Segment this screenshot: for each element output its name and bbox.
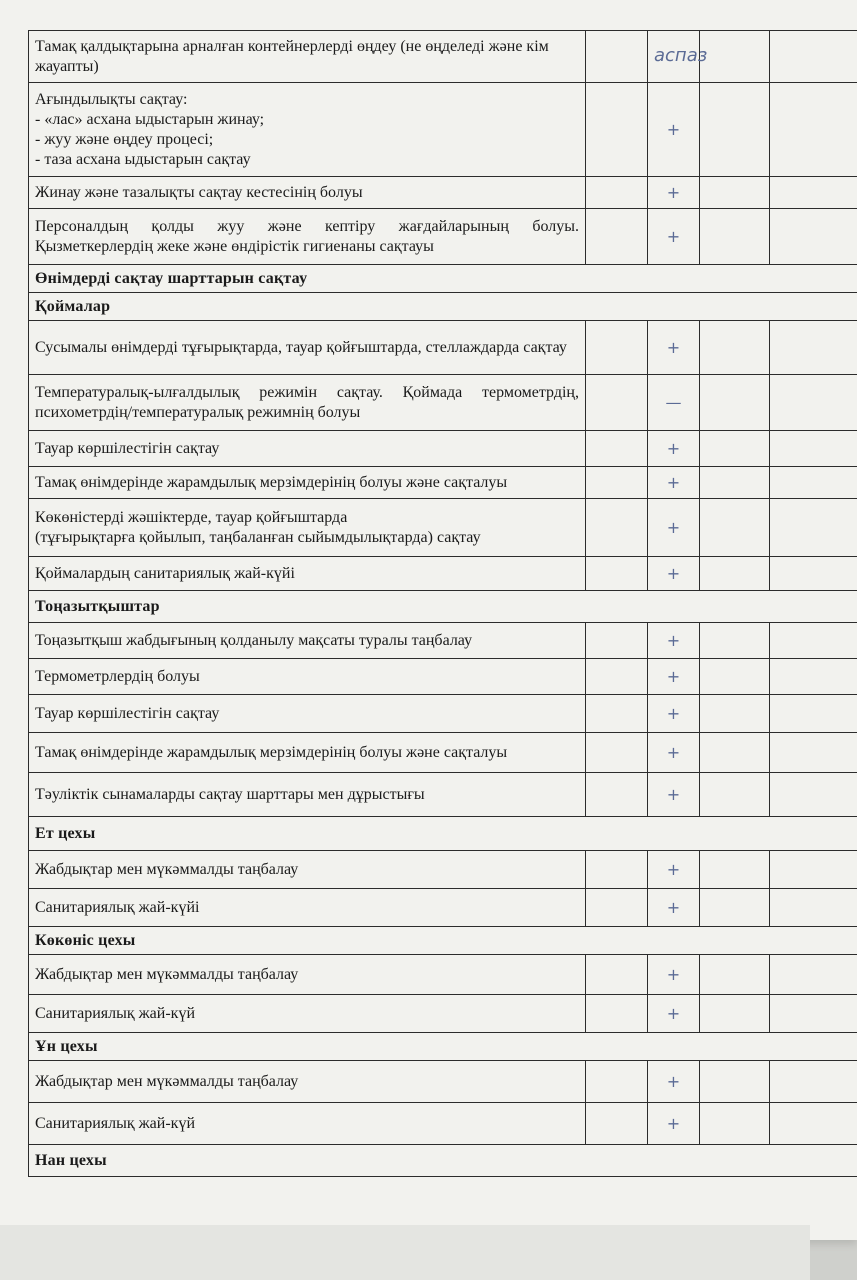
result-cell-3: [700, 955, 770, 995]
section-header-row: [29, 817, 857, 851]
checklist-row: [29, 321, 857, 375]
result-cell-3: [700, 83, 770, 177]
result-cell-4: [770, 773, 857, 817]
handwritten-mark: +: [648, 83, 700, 177]
section-header-row: [29, 591, 857, 623]
result-cell-1: [586, 733, 648, 773]
section-header-row: [29, 927, 857, 955]
section-header-row: [29, 1033, 857, 1061]
handwritten-mark: +: [648, 995, 700, 1033]
underlying-page: [0, 1225, 810, 1280]
inspection-checklist-table: [28, 30, 857, 1177]
checklist-row: [29, 733, 857, 773]
result-cell-3: [700, 31, 770, 83]
checklist-row: [29, 499, 857, 557]
checklist-row: [29, 851, 857, 889]
result-cell-1: [586, 773, 648, 817]
result-cell-4: [770, 499, 857, 557]
handwritten-mark: +: [648, 623, 700, 659]
result-cell-1: [586, 695, 648, 733]
result-cell-1: [586, 431, 648, 467]
handwritten-mark: +: [648, 955, 700, 995]
checklist-item-text: Жинау және тазалықты сақтау кестесінің болуы: [29, 177, 586, 209]
result-cell-4: [770, 1103, 857, 1145]
result-cell-3: [700, 209, 770, 265]
section-title: Қоймалар: [29, 293, 857, 321]
result-cell-3: [700, 995, 770, 1033]
checklist-row: [29, 557, 857, 591]
result-cell-3: [700, 321, 770, 375]
result-cell-1: [586, 1061, 648, 1103]
checklist-item-text: Тауар көршілестігін сақтау: [29, 695, 586, 733]
result-cell-3: [700, 177, 770, 209]
checklist-item-text: Жабдықтар мен мүкәммалды таңбалау: [29, 1061, 586, 1103]
result-cell-4: [770, 1061, 857, 1103]
checklist-row: [29, 889, 857, 927]
result-cell-4: [770, 659, 857, 695]
section-header-row: [29, 293, 857, 321]
checklist-item-text: Санитариялық жай-күйі: [29, 889, 586, 927]
checklist-item-text: Жабдықтар мен мүкәммалды таңбалау: [29, 955, 586, 995]
result-cell-4: [770, 321, 857, 375]
result-cell-3: [700, 431, 770, 467]
handwritten-mark: +: [648, 1061, 700, 1103]
result-cell-3: [700, 851, 770, 889]
checklist-item-text: Көкөністерді жәшіктерде, тауар қойғыштарда (тұғырықтарға қойылып, таңбаланған сыйымдылықтарда) сақтау: [29, 499, 586, 557]
checklist-item-text: Санитариялық жай-күй: [29, 995, 586, 1033]
result-cell-4: [770, 83, 857, 177]
result-cell-3: [700, 695, 770, 733]
handwritten-mark: +: [648, 499, 700, 557]
result-cell-4: [770, 695, 857, 733]
result-cell-3: [700, 623, 770, 659]
handwritten-mark: +: [648, 177, 700, 209]
result-cell-1: [586, 83, 648, 177]
result-cell-1: [586, 467, 648, 499]
section-title: Ұн цехы: [29, 1033, 857, 1061]
checklist-item-text: Персоналдың қолды жуу және кептіру жағдайларының болуы. Қызметкерлердің жеке және өндірістік гигиенаны сақтауы: [29, 209, 586, 265]
result-cell-1: [586, 31, 648, 83]
checklist-item-text: Сусымалы өнімдерді тұғырықтарда, тауар қойғыштарда, стеллаждарда сақтау: [29, 321, 586, 375]
result-cell-3: [700, 733, 770, 773]
result-cell-1: [586, 851, 648, 889]
result-cell-3: [700, 375, 770, 431]
checklist-row: [29, 995, 857, 1033]
checklist-item-text: Тамақ өнімдерінде жарамдылық мерзімдерінің болуы және сақталуы: [29, 467, 586, 499]
result-cell-1: [586, 889, 648, 927]
checklist-item-text: Тоңазытқыш жабдығының қолданылу мақсаты туралы таңбалау: [29, 623, 586, 659]
handwritten-mark: +: [648, 889, 700, 927]
result-cell-3: [700, 557, 770, 591]
handwritten-mark: +: [648, 321, 700, 375]
result-cell-4: [770, 889, 857, 927]
checklist-item-text: Тауар көршілестігін сақтау: [29, 431, 586, 467]
checklist-item-text: Тәуліктік сынамаларды сақтау шарттары мен дұрыстығы: [29, 773, 586, 817]
result-cell-1: [586, 499, 648, 557]
checklist-row: [29, 177, 857, 209]
result-cell-3: [700, 659, 770, 695]
result-cell-1: [586, 955, 648, 995]
result-cell-4: [770, 209, 857, 265]
checklist-row: [29, 659, 857, 695]
result-cell-1: [586, 557, 648, 591]
result-cell-4: [770, 623, 857, 659]
result-cell-4: [770, 851, 857, 889]
checklist-item-text: Термометрлердің болуы: [29, 659, 586, 695]
checklist-row: [29, 467, 857, 499]
result-cell-3: [700, 889, 770, 927]
checklist-item-text: Жабдықтар мен мүкәммалды таңбалау: [29, 851, 586, 889]
handwritten-mark: аспаз: [648, 31, 700, 83]
result-cell-3: [700, 467, 770, 499]
result-cell-1: [586, 209, 648, 265]
checklist-row: [29, 1103, 857, 1145]
result-cell-3: [700, 773, 770, 817]
handwritten-mark: +: [648, 733, 700, 773]
section-header-row: [29, 265, 857, 293]
result-cell-4: [770, 375, 857, 431]
checklist-item-text: Тамақ өнімдерінде жарамдылық мерзімдерінің болуы және сақталуы: [29, 733, 586, 773]
checklist-row: [29, 773, 857, 817]
checklist-row: [29, 1061, 857, 1103]
result-cell-1: [586, 321, 648, 375]
checklist-row: [29, 375, 857, 431]
handwritten-mark: +: [648, 557, 700, 591]
result-cell-1: [586, 623, 648, 659]
result-cell-4: [770, 177, 857, 209]
section-title: Тоңазытқыштар: [29, 591, 857, 623]
result-cell-1: [586, 177, 648, 209]
result-cell-1: [586, 995, 648, 1033]
result-cell-1: [586, 659, 648, 695]
handwritten-mark: +: [648, 659, 700, 695]
result-cell-3: [700, 1061, 770, 1103]
checklist-row: [29, 83, 857, 177]
handwritten-mark: +: [648, 773, 700, 817]
checklist-item-text: Санитариялық жай-күй: [29, 1103, 586, 1145]
checklist-item-text: Қоймалардың санитариялық жай-күйі: [29, 557, 586, 591]
checklist-row: [29, 623, 857, 659]
handwritten-mark: +: [648, 1103, 700, 1145]
checklist-item-text: Ағындылықты сақтау: - «лас» асхана ыдыстарын жинау; - жуу және өңдеу процесі; - таза асхана ыдыстарын сақтау: [29, 83, 586, 177]
handwritten-mark: +: [648, 467, 700, 499]
checklist-item-text: Температуралық-ылғалдылық режимін сақтау. Қоймада термометрдің, психометрдің/температуралық режимнің болуы: [29, 375, 586, 431]
section-title: Өнімдерді сақтау шарттарын сақтау: [29, 265, 857, 293]
result-cell-4: [770, 995, 857, 1033]
section-title: Нан цехы: [29, 1145, 857, 1177]
section-title: Ет цехы: [29, 817, 857, 851]
result-cell-4: [770, 557, 857, 591]
result-cell-1: [586, 375, 648, 431]
result-cell-4: [770, 31, 857, 83]
checklist-row: [29, 955, 857, 995]
checklist-row: [29, 31, 857, 83]
handwritten-mark: +: [648, 695, 700, 733]
result-cell-4: [770, 733, 857, 773]
handwritten-mark: +: [648, 209, 700, 265]
handwritten-mark: —: [648, 375, 700, 431]
result-cell-1: [586, 1103, 648, 1145]
result-cell-4: [770, 467, 857, 499]
result-cell-3: [700, 499, 770, 557]
checklist-row: [29, 431, 857, 467]
result-cell-4: [770, 431, 857, 467]
checklist-row: [29, 695, 857, 733]
result-cell-4: [770, 955, 857, 995]
handwritten-mark: +: [648, 431, 700, 467]
checklist-item-text: Тамақ қалдықтарына арналған контейнерлерді өңдеу (не өңделеді және кім жауапты): [29, 31, 586, 83]
handwritten-mark: +: [648, 851, 700, 889]
section-header-row: [29, 1145, 857, 1177]
checklist-row: [29, 209, 857, 265]
section-title: Көкөніс цехы: [29, 927, 857, 955]
result-cell-3: [700, 1103, 770, 1145]
